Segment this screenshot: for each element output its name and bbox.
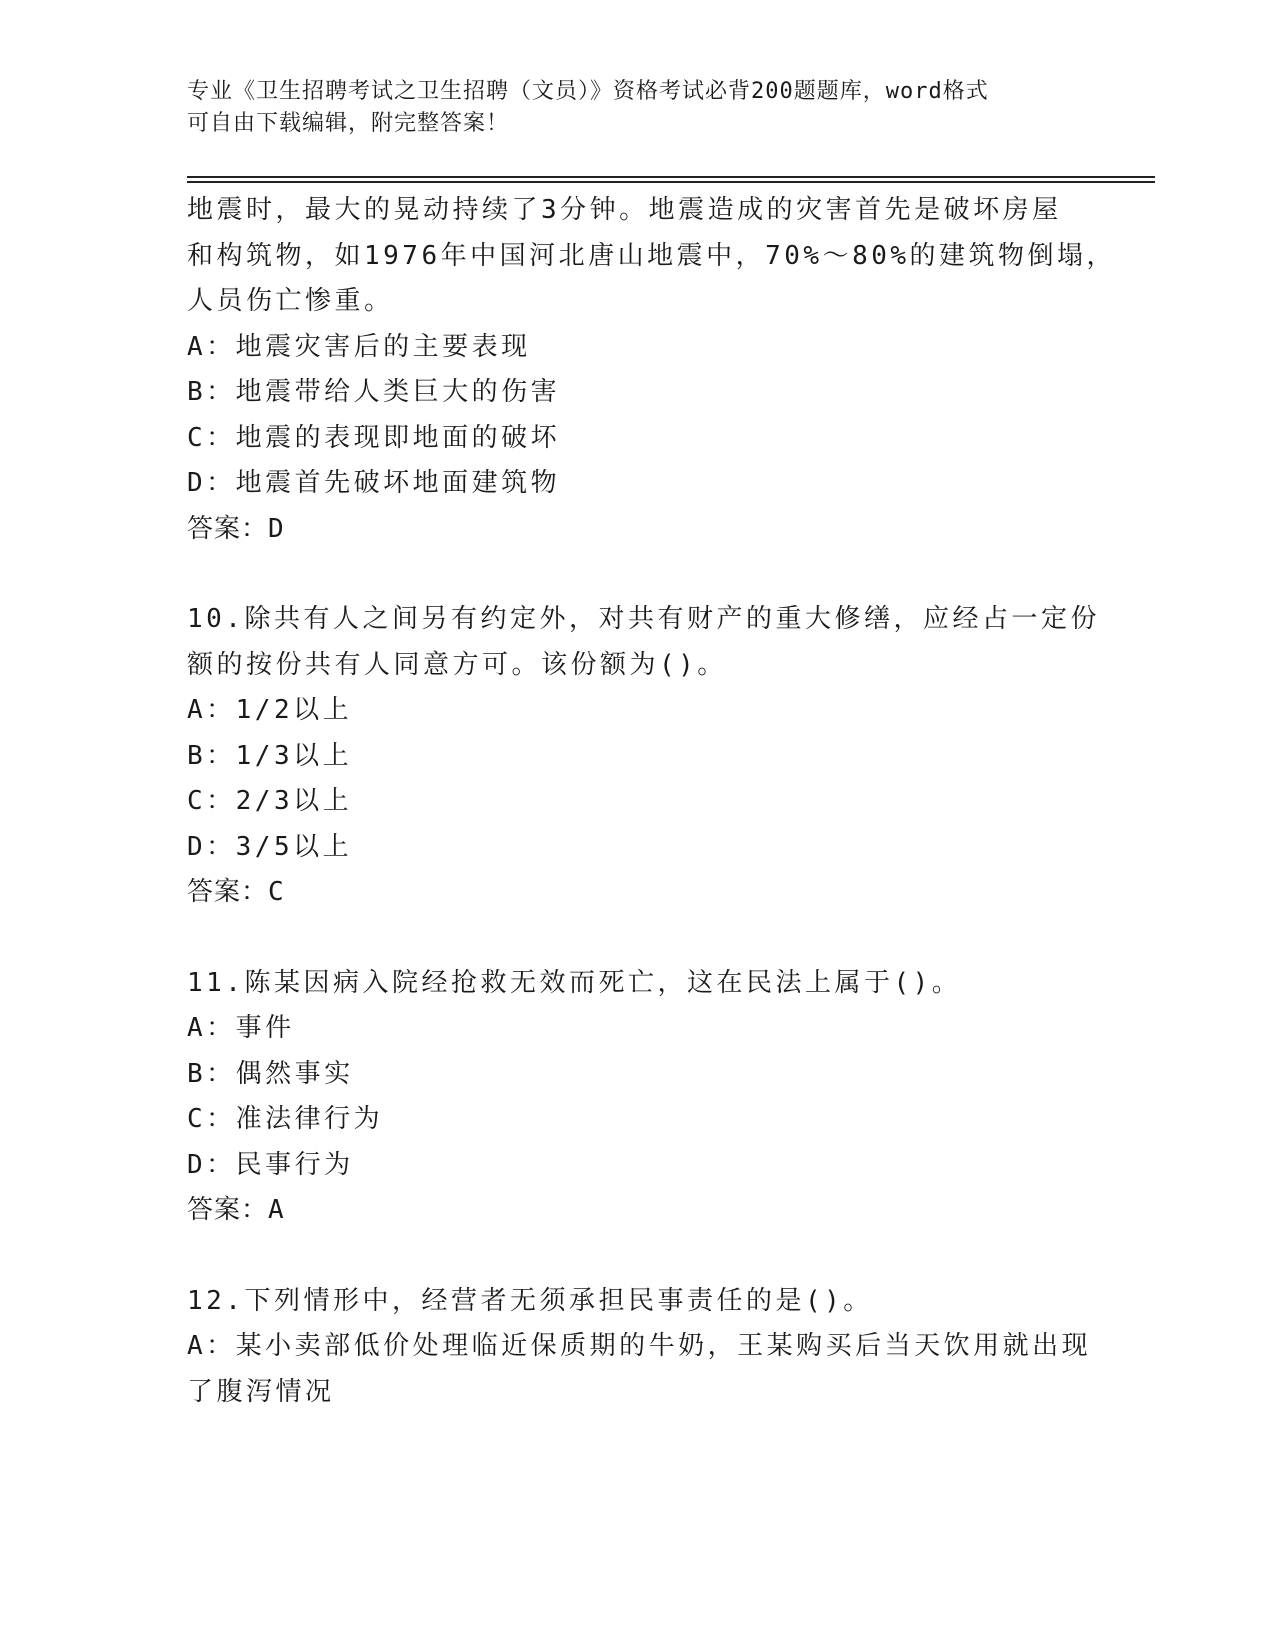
option-a: A：地震灾害后的主要表现	[187, 331, 531, 362]
option-a-continued: 了腹泻情况	[187, 1376, 335, 1407]
option-b: B：地震带给人类巨大的伤害	[187, 377, 561, 407]
question-text-line: 11.陈某因病入院经抢救无效而死亡，这在民法上属于()。	[187, 967, 962, 998]
question-text-line: 额的按份共有人同意方可。该份额为()。	[187, 649, 727, 680]
question-text-line: 12.下列情形中，经营者无须承担民事责任的是()。	[187, 1285, 873, 1316]
question-text-line: 和构筑物，如1976年中国河北唐山地震中，70%～80%的建筑物倒塌，	[187, 240, 1117, 271]
option-c: C：准法律行为	[187, 1104, 384, 1134]
header-line-1: 专业《卫生招聘考试之卫生招聘（文员）》资格考试必背200题题库，word格式	[187, 79, 989, 104]
spacer	[187, 1234, 1087, 1279]
question-12	[187, 1279, 1092, 1416]
option-b: B：偶然事实	[187, 1058, 354, 1089]
option-d: D：民事行为	[187, 1149, 354, 1180]
option-a: A：1/2以上	[187, 695, 353, 725]
spacer	[187, 916, 1087, 961]
option-d: D：地震首先破坏地面建筑物	[187, 468, 561, 498]
document-header	[187, 76, 1087, 140]
header-divider-top	[187, 176, 1155, 178]
question-9	[187, 188, 1117, 552]
option-b: B：1/3以上	[187, 740, 353, 771]
question-10	[187, 597, 1100, 916]
spacer	[187, 552, 1087, 597]
option-a: A：某小卖部低价处理临近保质期的牛奶，王某购买后当天饮用就出现	[187, 1331, 1092, 1361]
question-11	[187, 961, 1087, 1234]
answer: 答案：C	[187, 877, 285, 907]
option-c: C：地震的表现即地面的破坏	[187, 422, 561, 453]
option-d: D：3/5以上	[187, 831, 353, 862]
option-a: A：事件	[187, 1013, 295, 1043]
header-line-2: 可自由下载编辑，附完整答案！	[187, 111, 510, 136]
question-text-line: 地震时，最大的晃动持续了3分钟。地震造成的灾害首先是破坏房屋	[187, 195, 1062, 225]
option-c: C：2/3以上	[187, 786, 353, 816]
header-divider-bottom	[187, 181, 1155, 183]
answer: 答案：D	[187, 513, 285, 544]
answer: 答案：A	[187, 1195, 285, 1225]
question-text-line: 10.除共有人之间另有约定外，对共有财产的重大修缮，应经占一定份	[187, 604, 1100, 634]
question-list	[187, 188, 1117, 1415]
question-text-line: 人员伤亡惨重。	[187, 286, 394, 316]
